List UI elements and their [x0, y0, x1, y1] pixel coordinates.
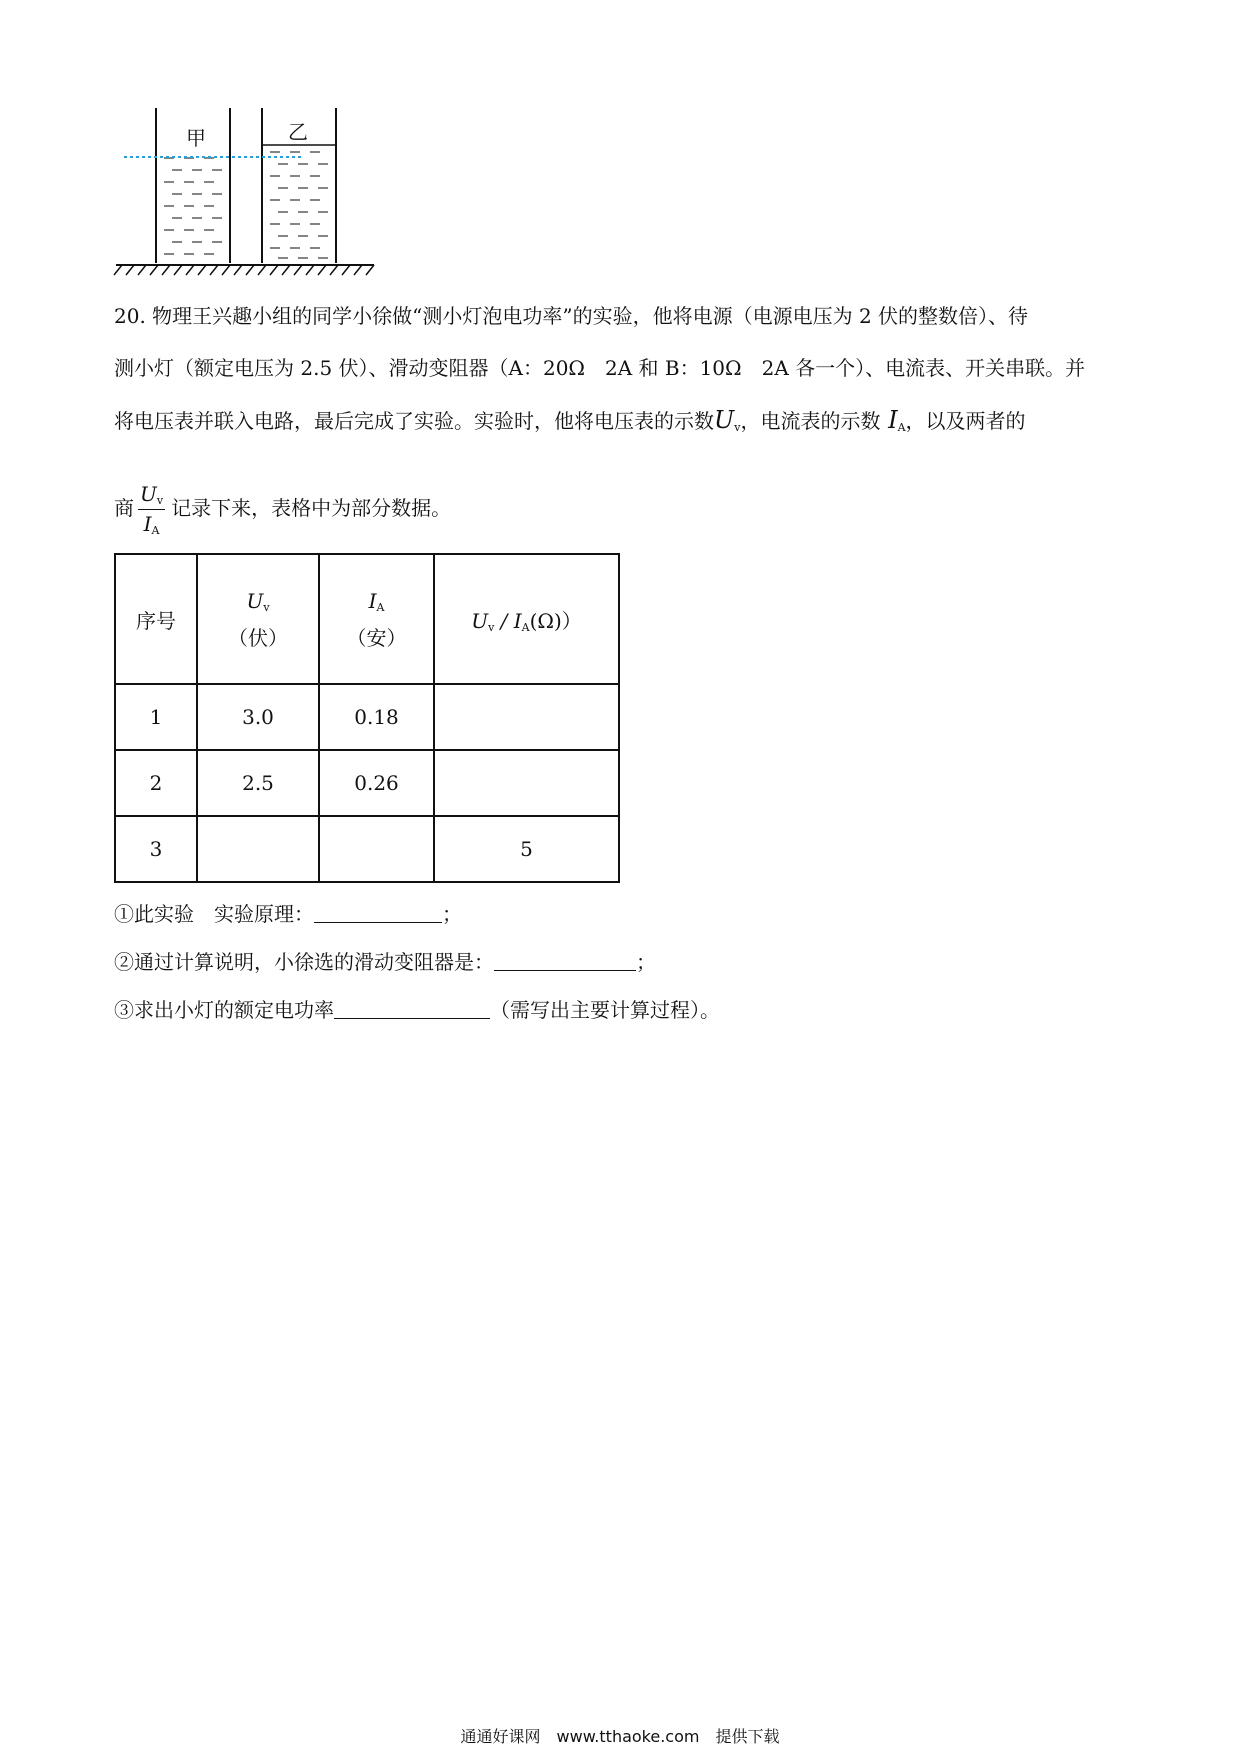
- ground-hatch: [114, 265, 374, 275]
- fraction-uv-over-ia: $\frac{U_v}{I_A}$: [140, 481, 164, 537]
- header-u: $U_v$ （伏）: [197, 554, 319, 684]
- answer-blank-3[interactable]: [334, 996, 490, 1019]
- header-ratio: $U_v / I_A(\Omega)$）: [434, 554, 619, 684]
- question-number: 20.: [114, 304, 146, 328]
- sub-question-3: ③求出小灯的额定电功率 （需写出主要计算过程）。: [114, 998, 720, 1022]
- symbol-uv: $U_v$: [714, 406, 741, 434]
- liquid-right: [270, 152, 328, 258]
- header-index: 序号: [115, 554, 197, 684]
- question-paragraph: [114, 290, 1134, 454]
- liquid-left: [164, 158, 222, 254]
- table-row: 1 3.0 0.18: [115, 684, 619, 750]
- symbol-ia: $I_A$: [888, 406, 906, 434]
- containers-diagram: [112, 100, 382, 280]
- page-footer: 通通好课网 www.tthaoke.com 提供下载: [460, 1727, 780, 1746]
- answer-blank-1[interactable]: [314, 900, 442, 923]
- answer-blank-2[interactable]: [494, 948, 636, 971]
- header-i: $I_A$ （安）: [319, 554, 434, 684]
- data-table: [114, 553, 620, 883]
- question-line-3: 将电压表并联入电路，最后完成了实验。实验时，他将电压表的示数$U_v$，电流表的示数 $I_A$，以及两者的: [114, 406, 1026, 434]
- sub-questions: [114, 890, 1134, 1034]
- sub-question-2: ②通过计算说明，小徐选的滑动变阻器是： ；: [114, 950, 656, 974]
- question-line-1: 20. 物理王兴趣小组的同学小徐做“测小灯泡电功率”的实验，他将电源（电源电压为 2 伏的整数倍）、待: [114, 304, 1029, 328]
- sub-question-1: ①此实验 实验原理： ；: [114, 902, 462, 926]
- label-yi: 乙: [288, 120, 308, 144]
- table-row: 3 5: [115, 816, 619, 882]
- table-row: 2 2.5 0.26: [115, 750, 619, 816]
- table-header-row: [115, 554, 619, 684]
- question-line-2: 测小灯（额定电压为 2.5 伏）、滑动变阻器（A：20Ω 2A 和 B：10Ω 2A 各一个）、电流表、开关串联。并: [114, 356, 1086, 380]
- question-line-4: 商 $\frac{U_v}{I_A}$ 记录下来，表格中为部分数据。: [114, 481, 452, 537]
- label-jia: 甲: [186, 126, 206, 150]
- containers-figure: [112, 100, 382, 280]
